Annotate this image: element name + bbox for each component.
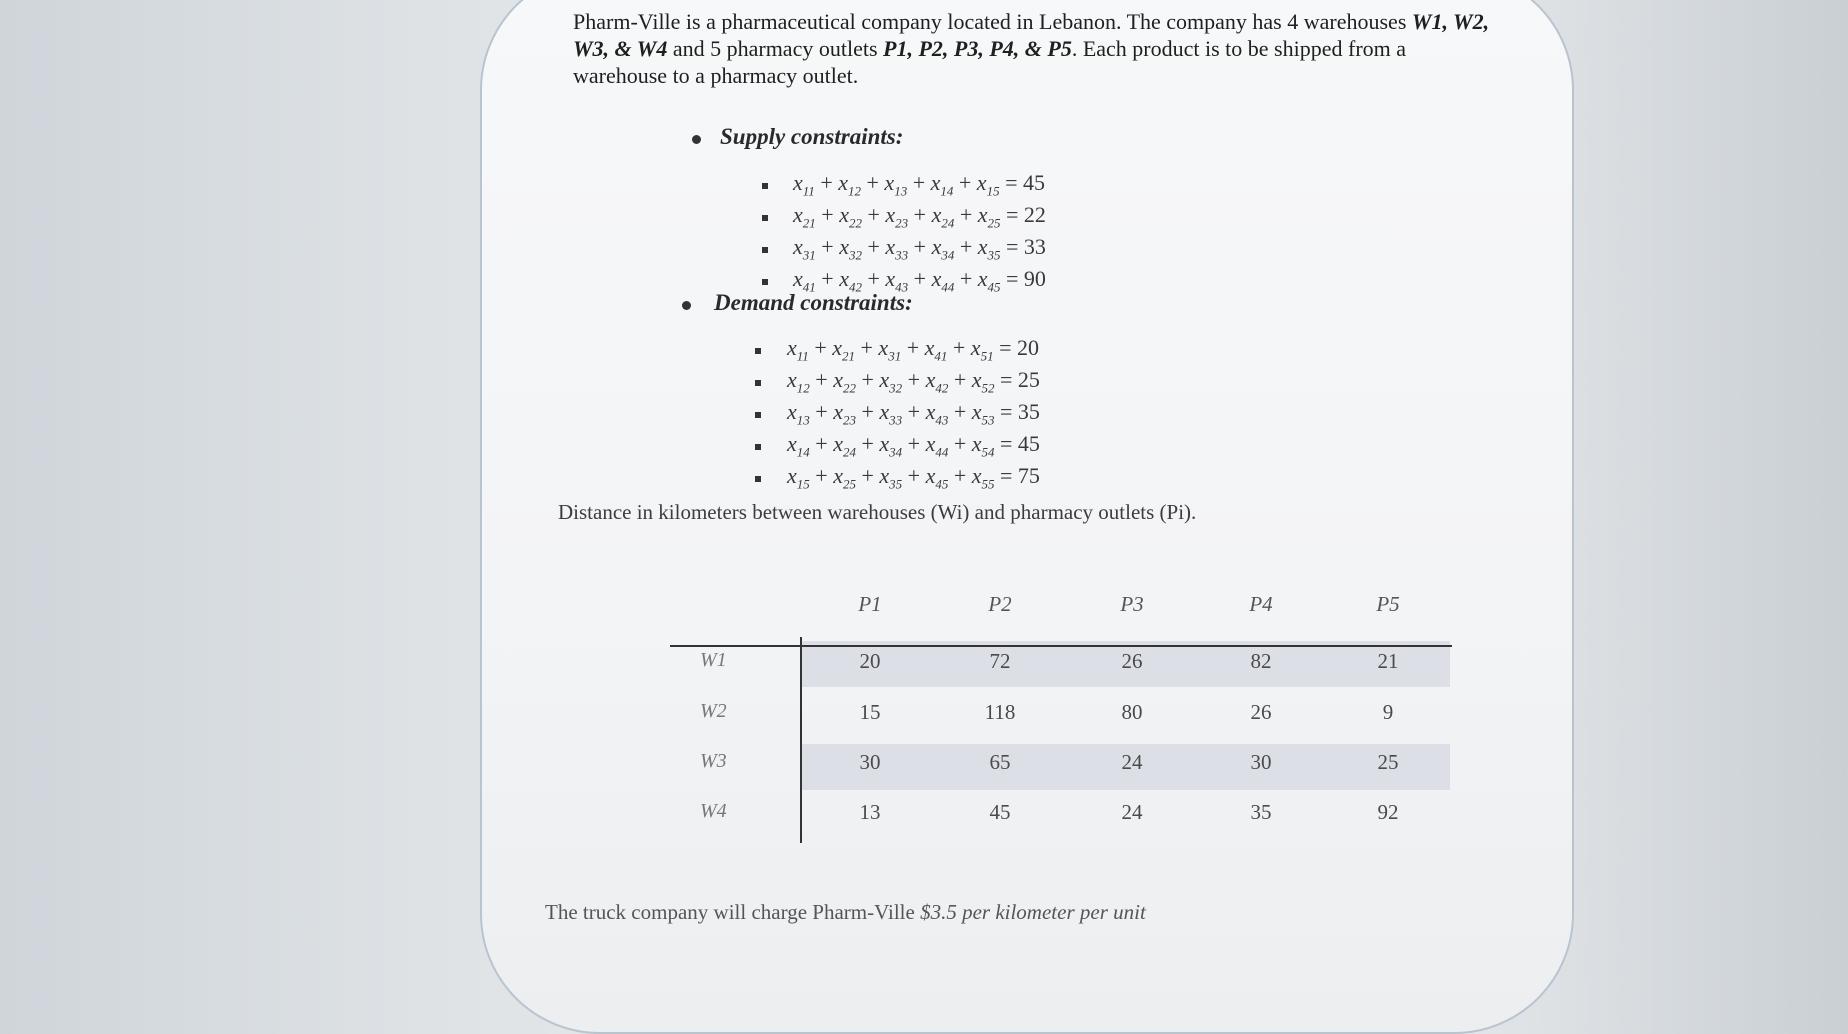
outlets-list: P1, P2, P3, P4, & P5: [883, 36, 1072, 61]
table-cell: 65: [989, 750, 1011, 774]
table-cell: 72: [989, 649, 1011, 673]
table-cell: 9: [1382, 700, 1394, 724]
table-cell: 25: [1377, 750, 1399, 774]
demand-equation: $x_{13} + x_{23} + x_{33} + x_{43} + x_{53} = 35$: [787, 399, 1040, 428]
supply-equation: $x_{21} + x_{22} + x_{23} + x_{24} + x_{25} = 22$: [793, 202, 1046, 231]
column-header: P4: [1249, 592, 1273, 616]
footer-note: [545, 900, 1146, 925]
table-cell: 30: [1250, 750, 1272, 774]
intro-text: Pharm-Ville is a pharmaceutical company located in Lebanon. The company has 4 warehouses: [573, 9, 1412, 34]
footer-text: The truck company will charge Pharm-Ville: [545, 900, 921, 924]
row-header: W1: [700, 649, 727, 671]
row-header: W3: [700, 750, 727, 772]
table-cell: 26: [1250, 700, 1272, 724]
square-bullet-icon: [755, 348, 761, 354]
table-cell: 20: [859, 649, 881, 673]
column-header: P1: [858, 592, 882, 616]
square-bullet-icon: [762, 215, 768, 221]
row-header: W4: [700, 800, 727, 822]
intro-paragraph: [573, 8, 1503, 89]
table-cell: 45: [989, 800, 1011, 824]
table-cell: 82: [1250, 649, 1272, 673]
square-bullet-icon: [755, 380, 761, 386]
column-header: P2: [988, 592, 1012, 616]
square-bullet-icon: [762, 247, 768, 253]
table-cell: 30: [859, 750, 881, 774]
row-header: W2: [700, 700, 727, 722]
column-header: P5: [1376, 592, 1400, 616]
table-cell: 24: [1121, 800, 1143, 824]
column-header: P3: [1120, 592, 1144, 616]
table-cell: 24: [1121, 750, 1143, 774]
square-bullet-icon: [755, 412, 761, 418]
table-cell: 92: [1377, 800, 1399, 824]
table-cell: 26: [1121, 649, 1143, 673]
distance-caption: Distance in kilometers between warehouses (Wi) and pharmacy outlets (Pi).: [558, 500, 1197, 524]
supply-equation: $x_{11} + x_{12} + x_{13} + x_{14} + x_{15} = 45$: [793, 170, 1045, 199]
supply-heading: Supply constraints:: [720, 124, 904, 149]
intro-text: . Each product is to be shipped from a warehouse to a pharmacy outlet.: [573, 36, 1407, 88]
supply-equation: $x_{31} + x_{32} + x_{33} + x_{34} + x_{35} = 33$: [793, 234, 1046, 263]
supply-equation: $x_{41} + x_{42} + x_{43} + x_{44} + x_{45} = 90$: [793, 266, 1046, 295]
demand-equation: $x_{11} + x_{21} + x_{31} + x_{41} + x_{51} = 20$: [787, 335, 1039, 364]
table-cell: 35: [1250, 800, 1272, 824]
table-cell: 80: [1121, 700, 1143, 724]
table-cell: 118: [984, 700, 1016, 724]
warehouses-list: W1, W2, W3, & W4: [573, 9, 1490, 61]
demand-equation: $x_{12} + x_{22} + x_{32} + x_{42} + x_{52} = 25$: [787, 367, 1040, 396]
demand-equation: $x_{14} + x_{24} + x_{34} + x_{44} + x_{54} = 45$: [787, 431, 1040, 460]
table-cell: 13: [859, 800, 881, 824]
square-bullet-icon: [762, 279, 768, 285]
table-header-rule: [670, 645, 1452, 647]
bullet-icon: [682, 301, 691, 310]
table-label-rule: [800, 637, 802, 843]
demand-equation: $x_{15} + x_{25} + x_{35} + x_{45} + x_{55} = 75$: [787, 463, 1040, 492]
demand-heading: Demand constraints:: [714, 290, 913, 315]
table-cell: 15: [859, 700, 881, 724]
square-bullet-icon: [762, 183, 768, 189]
intro-text: and 5 pharmacy outlets: [667, 36, 884, 61]
square-bullet-icon: [755, 476, 761, 482]
table-cell: 21: [1377, 649, 1399, 673]
footer-rate: $3.5 per kilometer per unit: [920, 900, 1146, 924]
square-bullet-icon: [755, 444, 761, 450]
bullet-icon: [692, 135, 701, 144]
